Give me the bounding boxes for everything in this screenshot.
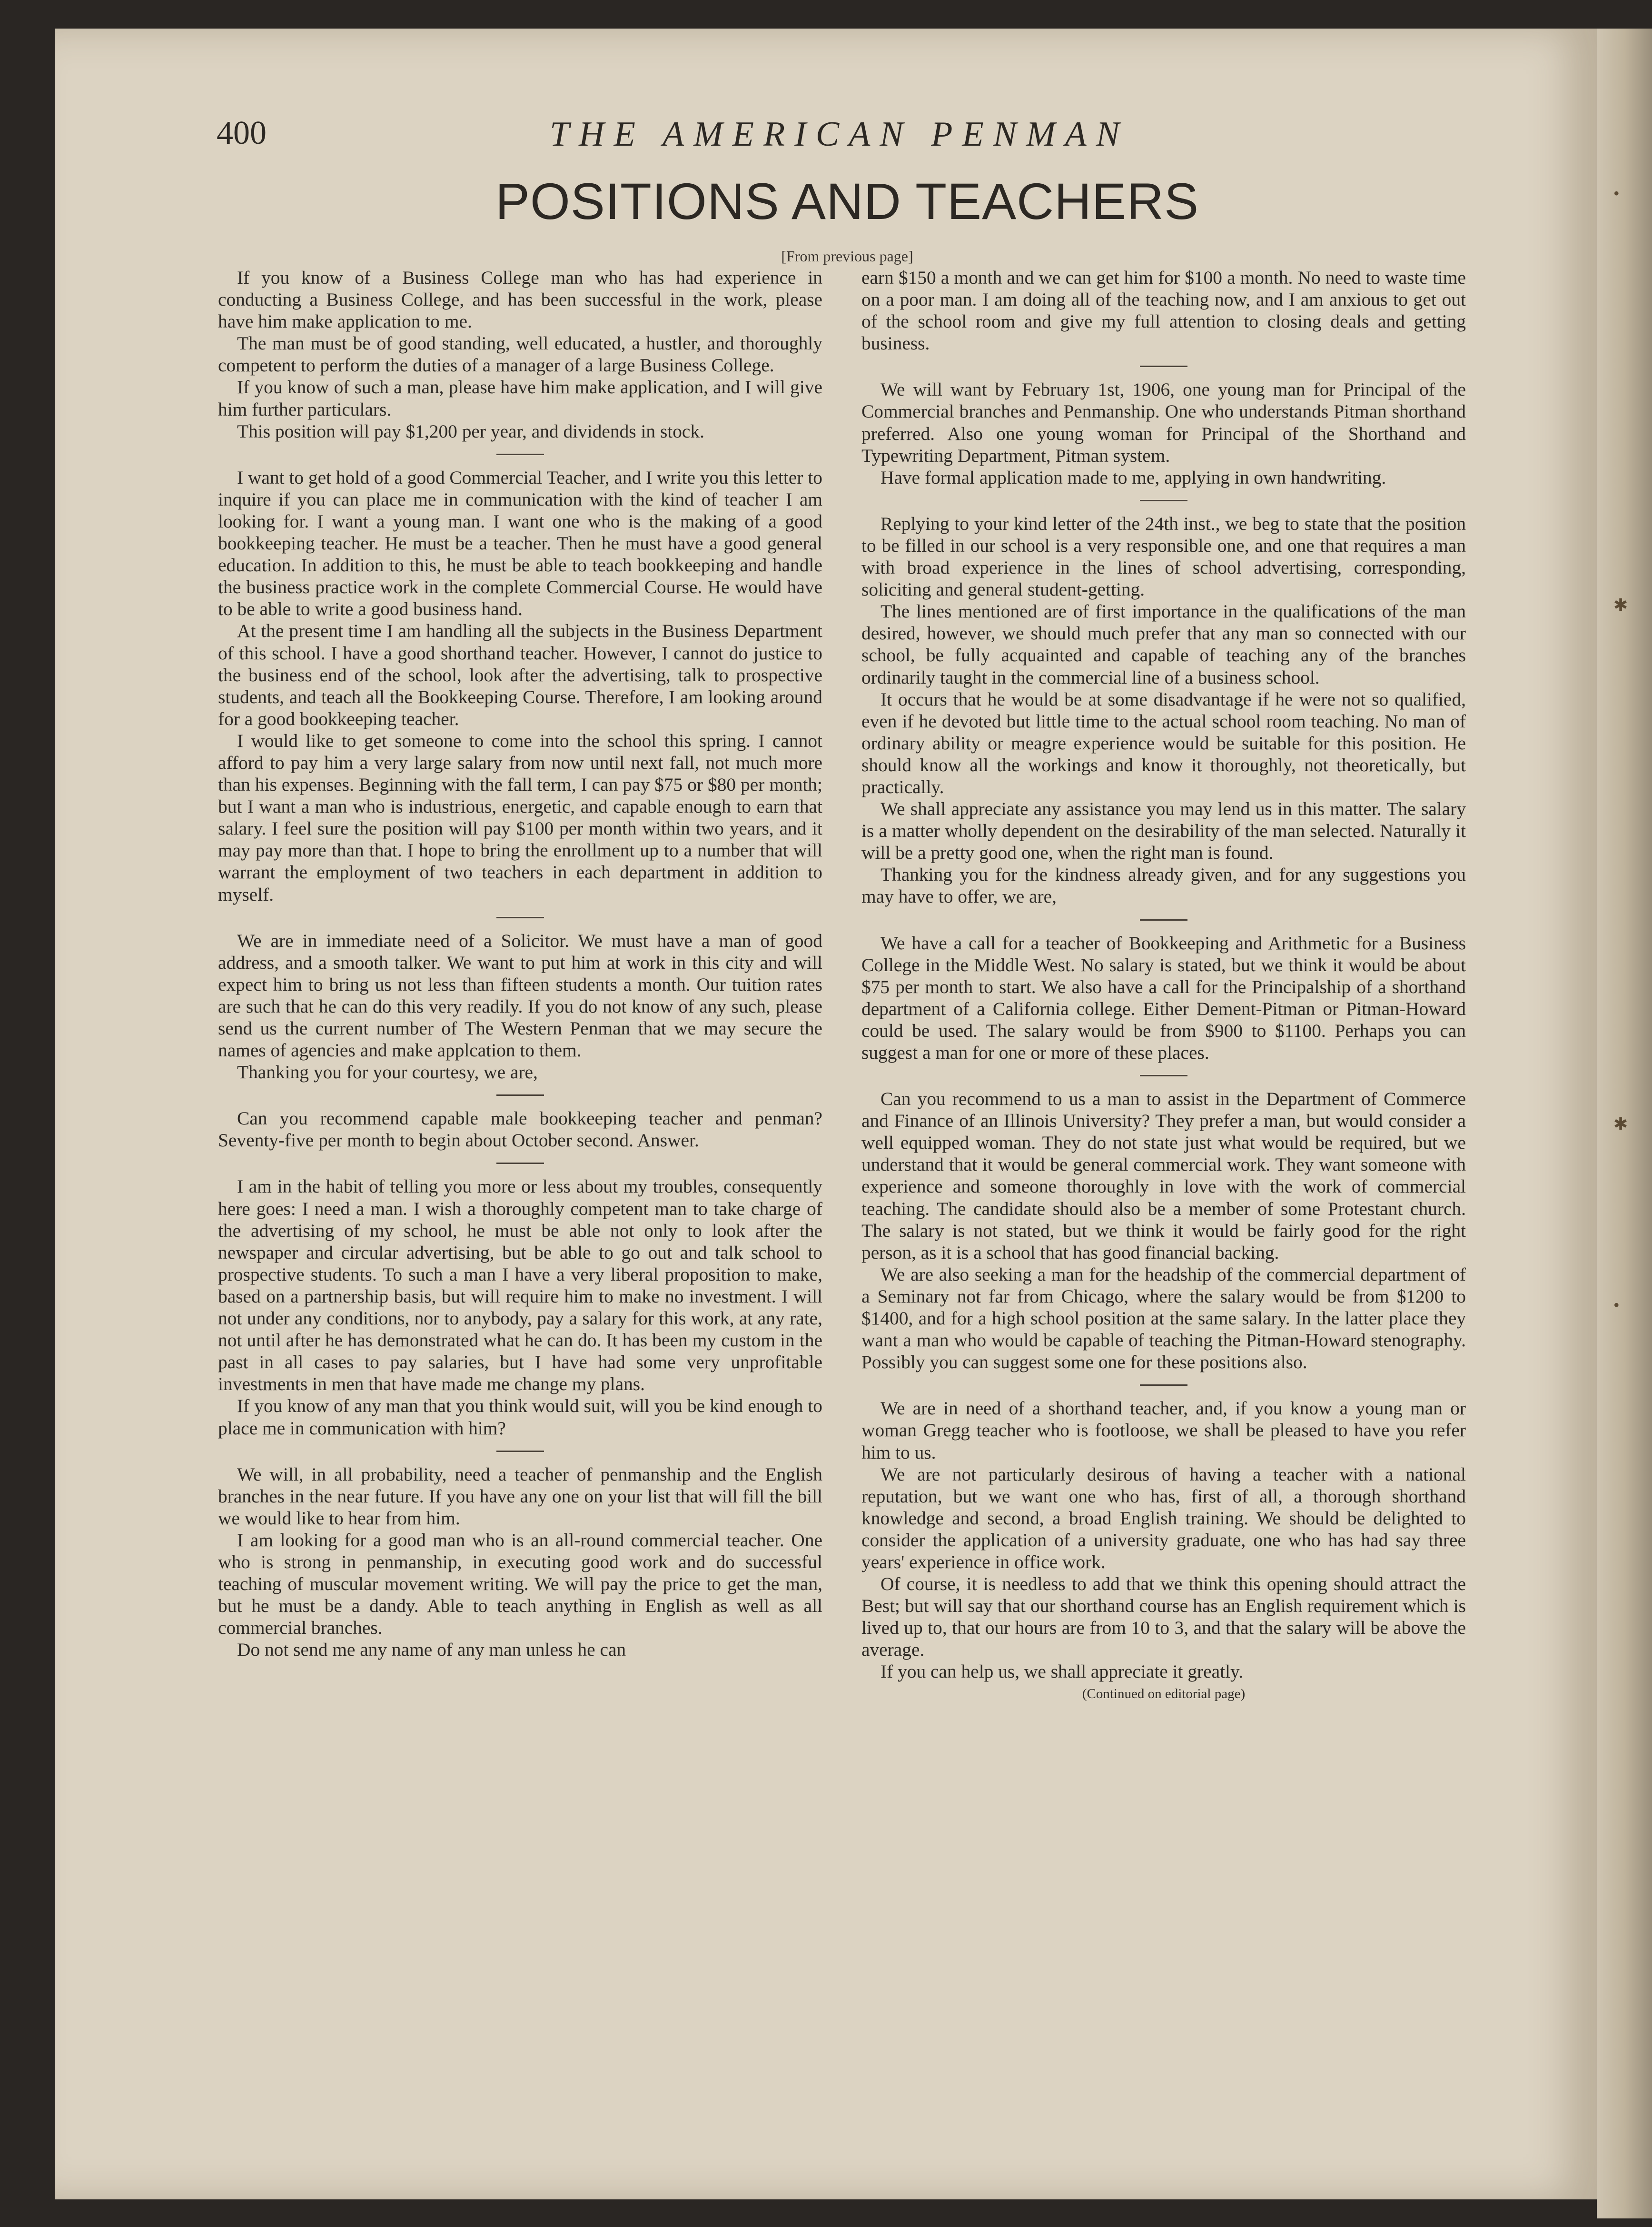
paragraph: Can you recommend capable male bookkeeping teacher and penman? Seventy-five per month to begin about October second. Answer. (218, 1108, 822, 1151)
continued-note: (Continued on editorial page) (1082, 1686, 1246, 1701)
paragraph: We will, in all probability, need a teacher of penmanship and the English branches in the near future. If you have any one on your list that will fill the bill we would like to hear from him. (218, 1463, 822, 1529)
continuation-note: [From previous page] (781, 248, 913, 265)
paragraph: If you know of a Business College man who has had experience in conducting a Business College, and has been successful in the work, please have him make application to me. (218, 267, 822, 332)
paragraph: I want to get hold of a good Commercial Teacher, and I write you this letter to inquire if you can place me in communication with the kind of teacher I am looking for. I want a young man. I want one who is the making of a good bookkeeping teacher. He must be a teacher. Then he must have a good general education. In addition to this, he must be able to teach bookkeeping and handle the business practice work in the complete Commercial Course. He would have to be able to write a good business hand. (218, 467, 822, 620)
right-column (861, 267, 1466, 1705)
paragraph: Replying to your kind letter of the 24th inst., we beg to state that the position to be filled in our school is a very responsible one, and one that requires a man with broad experience in the lines of school advertising, corresponding, soliciting and general student-getting. (861, 513, 1466, 600)
section-divider (496, 1163, 544, 1164)
edge-mark: • (1613, 1295, 1620, 1314)
paragraph: I would like to get someone to come into the school this spring. I cannot afford to pay him a very large salary from now until next fall, not much more than his expenses. Beginning with the fall term, I can pay $75 or $80 per month; but I want a man who is industrious, energetic, and capable enough to earn that salary. I feel sure the position will pay $100 per month within two years, and it may pay more than that. I hope to bring the enrollment up to a number that will warrant the employment of two teachers in each department in addition to myself. (218, 730, 822, 905)
paragraph: Of course, it is needless to add that we think this opening should attract the Best; but will say that our shorthand course has an English requirement which is lived up to, that our hours are from 10 to 3, and that the salary will be above the average. (861, 1573, 1466, 1660)
paragraph: We are also seeking a man for the headship of the commercial department of a Seminary not far from Chicago, where the salary would be from $1200 to $1400, and for a high school position at the same salary. In the latter place they want a man who would be capable of teaching the Pitman-Howard stenography. Possibly you can suggest some one for these positions also. (861, 1263, 1466, 1373)
paragraph: I am looking for a good man who is an all-round commercial teacher. One who is strong in penmanship, in executing good work and do successful teaching of muscular movement writing. We will pay the price to get the man, but he must be a dandy. Able to teach anything in English as well as all commercial branches. (218, 1529, 822, 1639)
paragraph: We have a call for a teacher of Bookkeeping and Arithmetic for a Business College in the Middle West. No salary is stated, but we think it would be about $75 per month to start. We also have a call for the Principalship of a shorthand department of a California college. Either Dement-Pitman or Pitman-Howard could be used. The salary would be from $900 to $1100. Perhaps you can suggest a man for one or more of these places. (861, 932, 1466, 1063)
paragraph: This position will pay $1,200 per year, and dividends in stock. (237, 420, 704, 442)
paragraph: At the present time I am handling all the subjects in the Business Department of this school. I have a good shorthand teacher. However, I cannot do justice to the business end of the school, look after the advertising, talk to prospective students, and teach all the Bookkeeping Course. Therefore, I am looking around for a good bookkeeping teacher. (218, 620, 822, 729)
page-header (217, 112, 1159, 164)
running-head: THE AMERICAN PENMAN (550, 115, 1129, 154)
section-divider (496, 1094, 544, 1096)
paragraph: Thanking you for the kindness already given, and for any suggestions you may have to offer, we are, (861, 864, 1466, 907)
left-column (218, 267, 822, 1660)
edge-mark: ✱ (1613, 596, 1628, 615)
paragraph: If you can help us, we shall appreciate it greatly. (880, 1661, 1243, 1682)
section-divider (496, 1451, 544, 1452)
paragraph: Thanking you for your courtesy, we are, (237, 1062, 538, 1083)
paragraph: Can you recommend to us a man to assist in the Department of Commerce and Finance of an Illinois University? They prefer a man, but would consider a well equipped woman. They do not state just what would be required, but we understand that it would be general commercial work. They want someone with experience and someone thoroughly in love with the work of commercial teaching. The candidate should also be a member of some Protestant church. The salary is not stated, but we think it would be fairly good for the right person, as it is a school that has good financial backing. (861, 1088, 1466, 1263)
paragraph: The lines mentioned are of first importance in the qualifications of the man desired, however, we should much prefer that any man so connected with our school, be fully acquainted and capable of teaching any of the branches ordinarily taught in the commercial line of a business school. (861, 601, 1466, 688)
paragraph: We will want by February 1st, 1906, one young man for Principal of the Commercial branches and Penmanship. One who understands Pitman shorthand preferred. Also one young woman for Principal of the Shorthand and Typewriting Department, Pitman system. (861, 379, 1466, 466)
page-number: 400 (217, 115, 267, 151)
paragraph: We are not particularly desirous of having a teacher with a national reputation, but we want one who has, first of all, a thorough shorthand knowledge and second, a broad English training. We should be delighted to consider the application of a university graduate, one who has had say three years' experience in office work. (861, 1463, 1466, 1572)
section-divider (1140, 366, 1187, 367)
paragraph: I am in the habit of telling you more or less about my troubles, consequently here goes: I need a man. I wish a thoroughly competent man to take charge of the advertising of my school, he must be able not only to look after the newspaper and circular advertising, but be able to go out and talk school to prospective students. To such a man I have a very liberal proposition to make, based on a partnership basis, but will require him to make no investment. I will not under any conditions, nor to anybody, pay a salary for this work, at any rate, not until after he has demonstrated what he can do. It has been my custom in the past in all cases to pay salaries, but I have had some very unprofitable investments in men that have made me change my plans. (218, 1176, 822, 1395)
paragraph: If you know of any man that you think would suit, will you be kind enough to place me in communication with him? (218, 1395, 822, 1439)
paragraph: We shall appreciate any assistance you may lend us in this matter. The salary is a matter wholly dependent on the desirability of the man selected. Naturally it will be a pretty good one, when the right man is found. (861, 798, 1466, 864)
paragraph: earn $150 a month and we can get him for $100 a month. No need to waste time on a poor man. I am doing all of the teaching now, and I am anxious to get out of the school room and give my full attention to closing deals and getting business. (861, 267, 1466, 354)
section-divider (1140, 919, 1187, 921)
edge-mark: ✱ (1613, 1114, 1628, 1133)
paragraph: We are in immediate need of a Solicitor. We must have a man of good address, and a smooth talker. We want to put him at work in this city and will expect him to bring us not less than fifteen students a month. Our tuition rates are such that he can do this very readily. If you do not know of any such, please send us the current number of The Western Penman that we may secure the names of agencies and make applcation to them. (218, 930, 822, 1061)
paragraph: Have formal application made to me, applying in own handwriting. (880, 467, 1386, 488)
section-divider (1140, 1075, 1187, 1076)
edge-mark: • (1613, 184, 1620, 203)
paragraph: We are in need of a shorthand teacher, and, if you know a young man or woman Gregg teacher who is footloose, we shall be pleased to have you refer him to us. (861, 1398, 1466, 1463)
paragraph: Do not send me any name of any man unless he can (237, 1639, 626, 1660)
section-divider (1140, 1384, 1187, 1386)
paragraph: It occurs that he would be at some disadvantage if he were not so qualified, even if he devoted but little time to the actual school room teaching. No man of ordinary ability or meagre experience would be suitable for this position. He should know all the workings and know it thoroughly, not theoretically, but practically. (861, 688, 1466, 797)
article-title: POSITIONS AND TEACHERS (495, 172, 1199, 230)
section-divider (1140, 500, 1187, 501)
section-divider (496, 454, 544, 455)
paragraph: The man must be of good standing, well educated, a hustler, and thoroughly competent to perform the duties of a manager of a large Business College. (218, 333, 822, 376)
section-divider (496, 917, 544, 918)
paragraph: If you know of such a man, please have him make application, and I will give him further particulars. (218, 377, 822, 420)
